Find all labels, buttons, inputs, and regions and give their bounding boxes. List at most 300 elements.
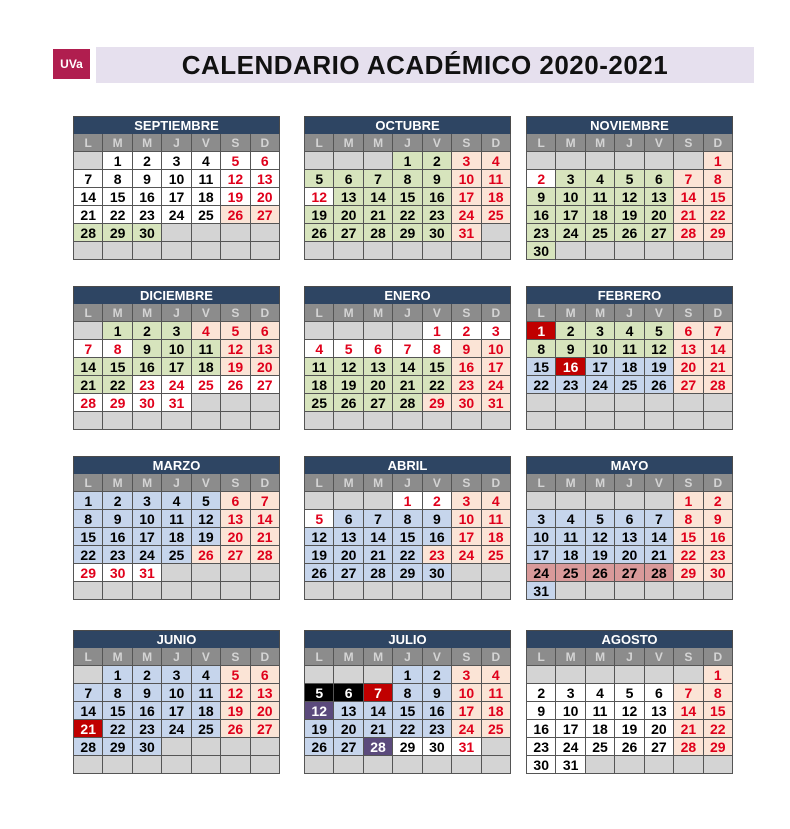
day-cell: 2 <box>527 684 556 702</box>
empty-cell <box>221 412 250 430</box>
day-cell: 25 <box>192 720 221 738</box>
empty-cell <box>305 756 334 774</box>
empty-cell <box>645 666 674 684</box>
day-cell: 11 <box>482 510 511 528</box>
empty-cell <box>192 738 221 756</box>
weekday-header: S <box>674 648 703 666</box>
day-cell: 9 <box>133 684 162 702</box>
day-cell: 23 <box>103 546 132 564</box>
empty-cell <box>162 738 191 756</box>
empty-cell <box>74 666 103 684</box>
day-cell: 16 <box>423 702 452 720</box>
empty-cell <box>393 322 422 340</box>
day-cell: 14 <box>364 188 393 206</box>
weekday-header: L <box>527 474 556 492</box>
day-cell: 2 <box>423 666 452 684</box>
day-cell: 26 <box>192 546 221 564</box>
empty-cell <box>482 224 511 242</box>
day-cell: 19 <box>305 720 334 738</box>
day-cell: 28 <box>364 564 393 582</box>
day-cell: 1 <box>74 492 103 510</box>
empty-cell <box>615 394 644 412</box>
day-cell: 15 <box>423 358 452 376</box>
empty-cell <box>364 412 393 430</box>
weekday-header: M <box>334 648 363 666</box>
empty-cell <box>674 152 703 170</box>
day-cell: 8 <box>393 684 422 702</box>
title-bar <box>96 47 754 83</box>
empty-cell <box>251 738 280 756</box>
empty-cell <box>452 412 481 430</box>
day-cell: 20 <box>334 546 363 564</box>
empty-cell <box>556 152 585 170</box>
day-cell: 8 <box>103 170 132 188</box>
weekday-header: L <box>305 134 334 152</box>
day-cell: 12 <box>221 340 250 358</box>
empty-cell <box>704 756 733 774</box>
weekday-header: M <box>103 304 132 322</box>
day-cell: 23 <box>452 376 481 394</box>
empty-cell <box>615 412 644 430</box>
empty-cell <box>645 756 674 774</box>
day-cell: 25 <box>192 376 221 394</box>
empty-cell <box>334 756 363 774</box>
weekday-header: M <box>334 304 363 322</box>
empty-cell <box>103 242 132 260</box>
day-cell: 17 <box>527 546 556 564</box>
day-cell: 15 <box>393 702 422 720</box>
day-cell: 6 <box>334 170 363 188</box>
empty-cell <box>192 412 221 430</box>
day-cell: 19 <box>221 188 250 206</box>
weekday-header: D <box>704 474 733 492</box>
empty-cell <box>305 492 334 510</box>
day-cell: 13 <box>674 340 703 358</box>
day-cell: 24 <box>452 546 481 564</box>
weekday-header: J <box>393 648 422 666</box>
day-cell: 9 <box>103 510 132 528</box>
day-cell: 13 <box>221 510 250 528</box>
day-cell: 29 <box>393 564 422 582</box>
weekday-header: J <box>615 134 644 152</box>
weekday-header: J <box>393 304 422 322</box>
day-cell: 19 <box>221 702 250 720</box>
empty-cell <box>527 666 556 684</box>
empty-cell <box>162 242 191 260</box>
day-cell: 24 <box>556 738 585 756</box>
empty-cell <box>133 582 162 600</box>
day-cell: 1 <box>393 152 422 170</box>
day-cell: 28 <box>364 224 393 242</box>
day-cell: 26 <box>615 224 644 242</box>
weekday-header: M <box>103 474 132 492</box>
month-name: SEPTIEMBRE <box>73 116 280 134</box>
day-cell: 5 <box>192 492 221 510</box>
day-cell: 18 <box>586 206 615 224</box>
day-cell: 26 <box>221 720 250 738</box>
day-cell: 4 <box>586 684 615 702</box>
day-cell: 6 <box>674 322 703 340</box>
day-cell: 13 <box>251 170 280 188</box>
day-cell: 28 <box>74 738 103 756</box>
empty-cell <box>482 412 511 430</box>
uva-logo: UVa <box>53 49 90 79</box>
day-cell: 6 <box>251 152 280 170</box>
day-cell: 1 <box>674 492 703 510</box>
day-cell: 18 <box>482 188 511 206</box>
day-cell: 27 <box>645 224 674 242</box>
empty-cell <box>482 242 511 260</box>
day-cell: 13 <box>251 340 280 358</box>
day-cell: 6 <box>615 510 644 528</box>
day-cell: 23 <box>527 224 556 242</box>
empty-cell <box>334 666 363 684</box>
day-cell: 26 <box>586 564 615 582</box>
empty-cell <box>305 242 334 260</box>
day-cell: 6 <box>364 340 393 358</box>
day-cell: 14 <box>74 358 103 376</box>
empty-cell <box>162 756 191 774</box>
day-cell: 27 <box>221 546 250 564</box>
day-cell: 7 <box>674 170 703 188</box>
month-day-grid <box>304 304 511 430</box>
weekday-header: M <box>103 648 132 666</box>
weekday-header: S <box>221 474 250 492</box>
month-name: JULIO <box>304 630 511 648</box>
empty-cell <box>586 582 615 600</box>
day-cell: 4 <box>162 492 191 510</box>
empty-cell <box>586 242 615 260</box>
empty-cell <box>162 412 191 430</box>
day-cell: 26 <box>615 738 644 756</box>
day-cell: 19 <box>305 546 334 564</box>
day-cell: 10 <box>556 188 585 206</box>
empty-cell <box>527 394 556 412</box>
weekday-header: V <box>423 304 452 322</box>
empty-cell <box>423 242 452 260</box>
day-cell: 21 <box>704 358 733 376</box>
day-cell: 2 <box>133 322 162 340</box>
weekday-header: M <box>586 134 615 152</box>
day-cell: 9 <box>133 340 162 358</box>
month-enero <box>304 286 511 430</box>
weekday-header: M <box>364 648 393 666</box>
day-cell: 31 <box>527 582 556 600</box>
day-cell: 11 <box>556 528 585 546</box>
weekday-header: M <box>133 474 162 492</box>
day-cell: 21 <box>393 376 422 394</box>
day-cell: 25 <box>482 206 511 224</box>
day-cell: 7 <box>74 684 103 702</box>
day-cell: 9 <box>556 340 585 358</box>
month-julio <box>304 630 511 774</box>
month-noviembre <box>526 116 733 260</box>
weekday-header: M <box>133 648 162 666</box>
day-cell: 20 <box>645 206 674 224</box>
day-cell: 5 <box>645 322 674 340</box>
day-cell: 5 <box>615 684 644 702</box>
day-cell: 11 <box>482 684 511 702</box>
day-cell: 20 <box>251 702 280 720</box>
day-cell: 18 <box>586 720 615 738</box>
weekday-header: D <box>251 648 280 666</box>
empty-cell <box>423 412 452 430</box>
day-cell: 7 <box>393 340 422 358</box>
day-cell: 4 <box>305 340 334 358</box>
empty-cell <box>482 564 511 582</box>
day-cell: 16 <box>103 528 132 546</box>
day-cell: 10 <box>586 340 615 358</box>
day-cell: 20 <box>334 206 363 224</box>
day-cell: 20 <box>334 720 363 738</box>
day-cell: 22 <box>393 206 422 224</box>
day-cell: 14 <box>674 188 703 206</box>
day-cell: 16 <box>556 358 585 376</box>
day-cell: 13 <box>645 702 674 720</box>
day-cell: 3 <box>133 492 162 510</box>
day-cell: 3 <box>452 666 481 684</box>
day-cell: 30 <box>704 564 733 582</box>
day-cell: 31 <box>162 394 191 412</box>
weekday-header: L <box>527 304 556 322</box>
empty-cell <box>74 412 103 430</box>
empty-cell <box>556 666 585 684</box>
month-name: MAYO <box>526 456 733 474</box>
day-cell: 20 <box>615 546 644 564</box>
day-cell: 15 <box>103 188 132 206</box>
day-cell: 24 <box>556 224 585 242</box>
day-cell: 8 <box>704 170 733 188</box>
day-cell: 5 <box>221 152 250 170</box>
day-cell: 27 <box>251 206 280 224</box>
day-cell: 12 <box>221 170 250 188</box>
day-cell: 17 <box>452 702 481 720</box>
empty-cell <box>615 582 644 600</box>
day-cell: 26 <box>334 394 363 412</box>
day-cell: 19 <box>615 720 644 738</box>
day-cell: 12 <box>305 188 334 206</box>
day-cell: 12 <box>645 340 674 358</box>
empty-cell <box>586 412 615 430</box>
day-cell: 29 <box>674 564 703 582</box>
empty-cell <box>645 394 674 412</box>
day-cell: 15 <box>674 528 703 546</box>
day-cell: 23 <box>133 206 162 224</box>
day-cell: 5 <box>334 340 363 358</box>
day-cell: 23 <box>527 738 556 756</box>
day-cell: 4 <box>192 152 221 170</box>
month-febrero <box>526 286 733 430</box>
empty-cell <box>674 394 703 412</box>
empty-cell <box>393 412 422 430</box>
day-cell: 21 <box>74 206 103 224</box>
day-cell: 20 <box>364 376 393 394</box>
empty-cell <box>482 738 511 756</box>
day-cell: 22 <box>704 720 733 738</box>
weekday-header: D <box>482 304 511 322</box>
month-agosto <box>526 630 733 774</box>
day-cell: 3 <box>162 322 191 340</box>
day-cell: 26 <box>305 224 334 242</box>
day-cell: 20 <box>221 528 250 546</box>
day-cell: 30 <box>423 224 452 242</box>
day-cell: 8 <box>74 510 103 528</box>
empty-cell <box>704 412 733 430</box>
empty-cell <box>221 738 250 756</box>
month-mayo <box>526 456 733 600</box>
weekday-header: M <box>556 304 585 322</box>
day-cell: 16 <box>133 358 162 376</box>
day-cell: 2 <box>704 492 733 510</box>
empty-cell <box>192 756 221 774</box>
day-cell: 23 <box>423 206 452 224</box>
month-name: FEBRERO <box>526 286 733 304</box>
weekday-header: S <box>221 304 250 322</box>
day-cell: 22 <box>393 720 422 738</box>
weekday-header: V <box>645 474 674 492</box>
day-cell: 7 <box>645 510 674 528</box>
day-cell: 18 <box>192 702 221 720</box>
day-cell: 22 <box>674 546 703 564</box>
empty-cell <box>103 412 132 430</box>
day-cell: 24 <box>586 376 615 394</box>
day-cell: 16 <box>423 188 452 206</box>
day-cell: 29 <box>74 564 103 582</box>
day-cell: 10 <box>162 340 191 358</box>
day-cell: 11 <box>192 340 221 358</box>
month-name: ENERO <box>304 286 511 304</box>
day-cell: 9 <box>704 510 733 528</box>
empty-cell <box>556 582 585 600</box>
weekday-header: M <box>586 304 615 322</box>
day-cell: 8 <box>103 340 132 358</box>
empty-cell <box>645 582 674 600</box>
day-cell: 30 <box>423 564 452 582</box>
day-cell: 4 <box>482 152 511 170</box>
weekday-header: S <box>674 134 703 152</box>
month-abril <box>304 456 511 600</box>
empty-cell <box>162 582 191 600</box>
day-cell: 10 <box>482 340 511 358</box>
day-cell: 27 <box>364 394 393 412</box>
day-cell: 11 <box>192 684 221 702</box>
weekday-header: V <box>192 474 221 492</box>
day-cell: 21 <box>674 206 703 224</box>
month-name: ABRIL <box>304 456 511 474</box>
day-cell: 4 <box>586 170 615 188</box>
day-cell: 13 <box>615 528 644 546</box>
day-cell: 3 <box>482 322 511 340</box>
empty-cell <box>162 564 191 582</box>
weekday-header: L <box>74 304 103 322</box>
day-cell: 21 <box>251 528 280 546</box>
month-diciembre <box>73 286 280 430</box>
empty-cell <box>645 152 674 170</box>
day-cell: 2 <box>527 170 556 188</box>
weekday-header: V <box>192 304 221 322</box>
weekday-header: V <box>645 648 674 666</box>
day-cell: 4 <box>482 492 511 510</box>
empty-cell <box>364 322 393 340</box>
day-cell: 16 <box>423 528 452 546</box>
day-cell: 2 <box>103 492 132 510</box>
day-cell: 1 <box>704 152 733 170</box>
day-cell: 21 <box>364 206 393 224</box>
day-cell: 29 <box>704 224 733 242</box>
weekday-header: M <box>103 134 132 152</box>
day-cell: 29 <box>103 224 132 242</box>
day-cell: 10 <box>452 684 481 702</box>
day-cell: 30 <box>527 242 556 260</box>
day-cell: 21 <box>74 376 103 394</box>
month-day-grid <box>304 648 511 774</box>
day-cell: 14 <box>74 702 103 720</box>
day-cell: 14 <box>393 358 422 376</box>
day-cell: 8 <box>704 684 733 702</box>
day-cell: 2 <box>452 322 481 340</box>
day-cell: 29 <box>393 224 422 242</box>
weekday-header: D <box>704 134 733 152</box>
empty-cell <box>334 152 363 170</box>
empty-cell <box>364 152 393 170</box>
day-cell: 16 <box>133 188 162 206</box>
weekday-header: V <box>645 304 674 322</box>
weekday-header: D <box>482 648 511 666</box>
day-cell: 23 <box>423 720 452 738</box>
empty-cell <box>305 412 334 430</box>
empty-cell <box>192 224 221 242</box>
day-cell: 23 <box>133 376 162 394</box>
weekday-header: M <box>556 134 585 152</box>
day-cell: 5 <box>221 322 250 340</box>
day-cell: 24 <box>452 720 481 738</box>
day-cell: 25 <box>615 376 644 394</box>
day-cell: 27 <box>674 376 703 394</box>
empty-cell <box>251 394 280 412</box>
day-cell: 24 <box>133 546 162 564</box>
day-cell: 15 <box>103 358 132 376</box>
day-cell: 3 <box>556 684 585 702</box>
month-day-grid <box>73 474 280 600</box>
day-cell: 30 <box>423 738 452 756</box>
weekday-header: D <box>251 474 280 492</box>
day-cell: 28 <box>674 738 703 756</box>
day-cell: 23 <box>133 720 162 738</box>
day-cell: 8 <box>527 340 556 358</box>
empty-cell <box>615 152 644 170</box>
day-cell: 17 <box>482 358 511 376</box>
day-cell: 13 <box>334 702 363 720</box>
day-cell: 21 <box>674 720 703 738</box>
weekday-header: V <box>423 648 452 666</box>
empty-cell <box>74 322 103 340</box>
day-cell: 22 <box>74 546 103 564</box>
day-cell: 26 <box>305 564 334 582</box>
empty-cell <box>423 756 452 774</box>
empty-cell <box>334 412 363 430</box>
weekday-header: M <box>364 474 393 492</box>
day-cell: 25 <box>192 206 221 224</box>
day-cell: 11 <box>586 702 615 720</box>
empty-cell <box>452 242 481 260</box>
day-cell: 25 <box>305 394 334 412</box>
day-cell: 12 <box>221 684 250 702</box>
day-cell: 27 <box>334 738 363 756</box>
day-cell: 6 <box>251 666 280 684</box>
day-cell: 26 <box>221 376 250 394</box>
month-name: DICIEMBRE <box>73 286 280 304</box>
empty-cell <box>74 582 103 600</box>
